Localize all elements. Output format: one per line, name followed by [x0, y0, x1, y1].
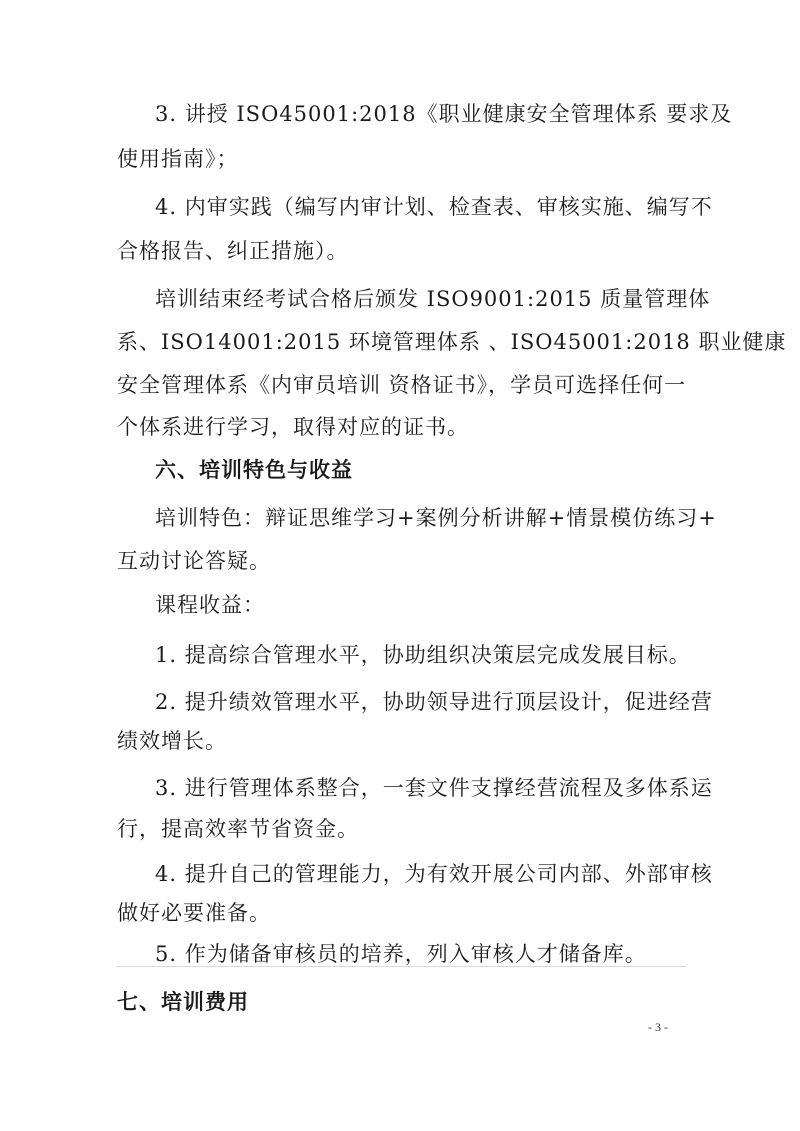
item3-line2: 使用指南》； — [117, 147, 239, 171]
benefits-label: 课程收益： — [155, 593, 265, 617]
page-number: - 3 - — [648, 1020, 668, 1034]
certificate-line1: 培训结束经考试合格后颁发 ISO9001:2015 质量管理体 — [155, 287, 711, 311]
section-seven-heading: 七、培训费用 — [117, 990, 249, 1014]
certificate-line2: 系、ISO14001:2015 环境管理体系 、ISO45001:2018 职业健康 — [117, 330, 787, 354]
benefit-1: 1. 提高综合管理水平，协助组织决策层完成发展目标。 — [155, 643, 691, 667]
section-divider — [116, 966, 686, 967]
benefit-4-line1: 4. 提升自己的管理能力，为有效开展公司内部、外部审核 — [155, 862, 713, 886]
item4-line2: 合格报告、纠正措施）。 — [117, 239, 349, 263]
certificate-line3: 安全管理体系《内审员培训 资格证书》，学员可选择任何一 — [117, 373, 687, 397]
features-line1: 培训特色：辩证思维学习+案例分析讲解+情景模仿练习+ — [155, 506, 717, 530]
benefit-2-line1: 2. 提升绩效管理水平，协助领导进行顶层设计，促进经营 — [155, 690, 713, 714]
features-line2: 互动讨论答疑。 — [117, 549, 271, 573]
benefit-5: 5. 作为储备审核员的培养，列入审核人才储备库。 — [155, 942, 647, 966]
section-six-heading: 六、培训特色与收益 — [155, 458, 353, 482]
benefit-3-line2: 行，提高效率节省资金。 — [117, 817, 359, 841]
benefit-4-line2: 做好必要准备。 — [117, 901, 271, 925]
benefit-2-line2: 绩效增长。 — [117, 729, 227, 753]
item3-line1: 3. 讲授 ISO45001:2018《职业健康安全管理体系 要求及 — [155, 102, 733, 126]
benefit-3-line1: 3. 进行管理体系整合，一套文件支撑经营流程及多体系运 — [155, 776, 713, 800]
certificate-line4: 个体系进行学习，取得对应的证书。 — [117, 415, 469, 439]
item4-line1: 4. 内审实践（编写内审计划、检查表、审核实施、编写不 — [155, 195, 713, 219]
